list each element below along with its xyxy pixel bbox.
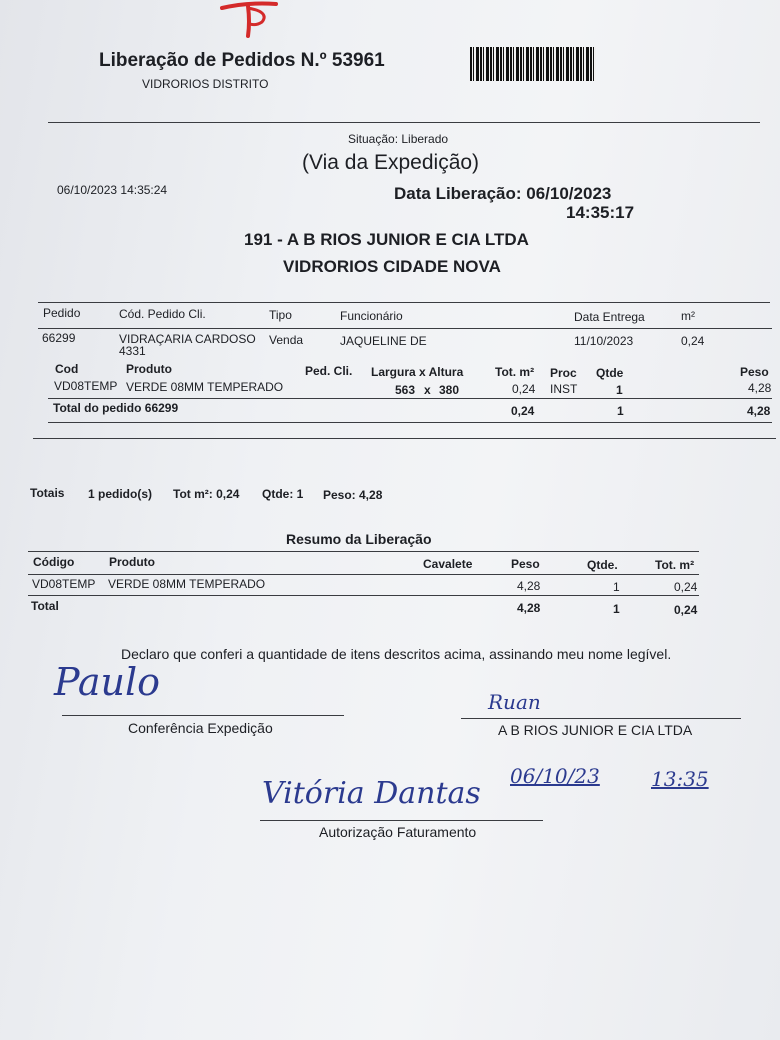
summary-header-rule (28, 574, 699, 575)
order-total-peso: 4,28 (747, 404, 771, 418)
summary-row-qtde: 1 (613, 580, 620, 594)
item-col-cod: Cod (55, 362, 79, 376)
right-signature: Ruan (488, 690, 541, 714)
branch-name: VIDRORIOS CIDADE NOVA (283, 257, 501, 276)
col-pedido: Pedido (43, 306, 81, 320)
order-total-bottom-rule (48, 422, 772, 423)
order-table-top-rule (38, 302, 770, 303)
summary-col-cavalete: Cavalete (423, 557, 473, 571)
order-m2: 0,24 (681, 334, 705, 348)
order-total-m2: 0,24 (511, 404, 535, 418)
summary-row-produto: VERDE 08MM TEMPERADO (108, 577, 266, 591)
order-total-qtde: 1 (617, 404, 624, 418)
order-number: 66299 (42, 331, 76, 345)
client-order-code: VIDRAÇARIA CARDOSO (119, 332, 256, 346)
client-order-code-2: 4331 (119, 344, 146, 358)
item-col-largura-altura: Largura x Altura (371, 365, 464, 379)
delivery-date: 11/10/2023 (574, 334, 634, 348)
item-col-produto: Produto (126, 362, 172, 376)
release-time: 14:35:17 (566, 203, 635, 222)
item-x: x (424, 383, 431, 397)
totals-qtde: Qtde: 1 (262, 487, 304, 501)
right-signature-label: A B RIOS JUNIOR E CIA LTDA (498, 722, 693, 738)
summary-row-tot-m2: 0,24 (674, 580, 698, 594)
handwritten-time: 13:35 (651, 767, 709, 791)
summary-row-peso: 4,28 (517, 579, 541, 593)
employee-name: JAQUELINE DE (340, 334, 427, 348)
totals-orders: 1 pedido(s) (88, 487, 153, 501)
left-signature: Paulo (54, 660, 161, 704)
summary-total-peso: 4,28 (517, 601, 541, 615)
summary-col-produto: Produto (109, 555, 155, 569)
item-col-proc: Proc (550, 366, 577, 380)
summary-row-rule (28, 595, 699, 596)
left-signature-line (62, 715, 344, 716)
item-col-ped-cli: Ped. Cli. (305, 364, 353, 378)
item-code: VD08TEMP (54, 379, 118, 393)
declaration-text: Declaro que conferi a quantidade de itens descritos acima, assinando meu nome legível. (121, 646, 672, 662)
item-col-peso: Peso (740, 365, 769, 379)
item-width: 563 (395, 383, 416, 397)
order-section-end-rule (33, 438, 776, 439)
situation-label: Situação: Liberado (348, 132, 449, 146)
order-header-rule (38, 328, 772, 329)
item-product: VERDE 08MM TEMPERADO (126, 380, 284, 394)
bottom-signature-line (260, 820, 543, 821)
document-title: Liberação de Pedidos N.º 53961 (99, 50, 385, 71)
company-name: VIDRORIOS DISTRITO (142, 77, 269, 91)
summary-total-tot-m2: 0,24 (674, 603, 698, 617)
order-total-label: Total do pedido 66299 (53, 401, 179, 415)
left-signature-label: Conferência Expedição (128, 720, 273, 736)
summary-top-rule (28, 551, 699, 552)
totals-label: Totais (30, 486, 65, 500)
barcode (470, 47, 596, 81)
item-col-tot-m2: Tot. m² (495, 365, 535, 379)
bottom-signature: Vitória Dantas (262, 776, 481, 811)
item-tot-m2: 0,24 (512, 382, 536, 396)
release-date: Data Liberação: 06/10/2023 (394, 184, 612, 203)
handwritten-date: 06/10/23 (510, 764, 600, 788)
red-pen-mark (218, 0, 280, 40)
header-divider (48, 122, 760, 123)
col-cod-cli: Cód. Pedido Cli. (119, 307, 206, 321)
summary-total-label: Total (31, 599, 59, 613)
item-height: 380 (439, 383, 460, 397)
item-col-qtde: Qtde (596, 366, 624, 380)
item-proc: INST (550, 382, 578, 396)
right-signature-line (461, 718, 741, 719)
col-tipo: Tipo (269, 308, 292, 322)
order-type: Venda (269, 333, 304, 347)
item-qtde: 1 (616, 383, 623, 397)
col-data-entrega: Data Entrega (574, 310, 645, 324)
summary-col-qtde: Qtde. (587, 558, 618, 572)
order-total-rule (48, 398, 772, 399)
col-funcionario: Funcionário (340, 309, 403, 323)
summary-col-peso: Peso (511, 557, 540, 571)
summary-col-tot-m2: Tot. m² (655, 558, 695, 572)
client-name: 191 - A B RIOS JUNIOR E CIA LTDA (244, 230, 529, 249)
totals-peso: Peso: 4,28 (323, 488, 383, 502)
bottom-signature-label: Autorização Faturamento (319, 824, 477, 840)
item-peso: 4,28 (748, 381, 772, 395)
totals-m2: Tot m²: 0,24 (173, 487, 240, 501)
via-label: (Via da Expedição) (302, 151, 480, 174)
summary-title: Resumo da Liberação (286, 531, 432, 547)
summary-total-qtde: 1 (613, 602, 620, 616)
summary-row-codigo: VD08TEMP (32, 577, 96, 591)
print-datetime: 06/10/2023 14:35:24 (57, 183, 168, 197)
col-m2: m² (681, 309, 695, 323)
summary-col-codigo: Código (33, 555, 75, 569)
